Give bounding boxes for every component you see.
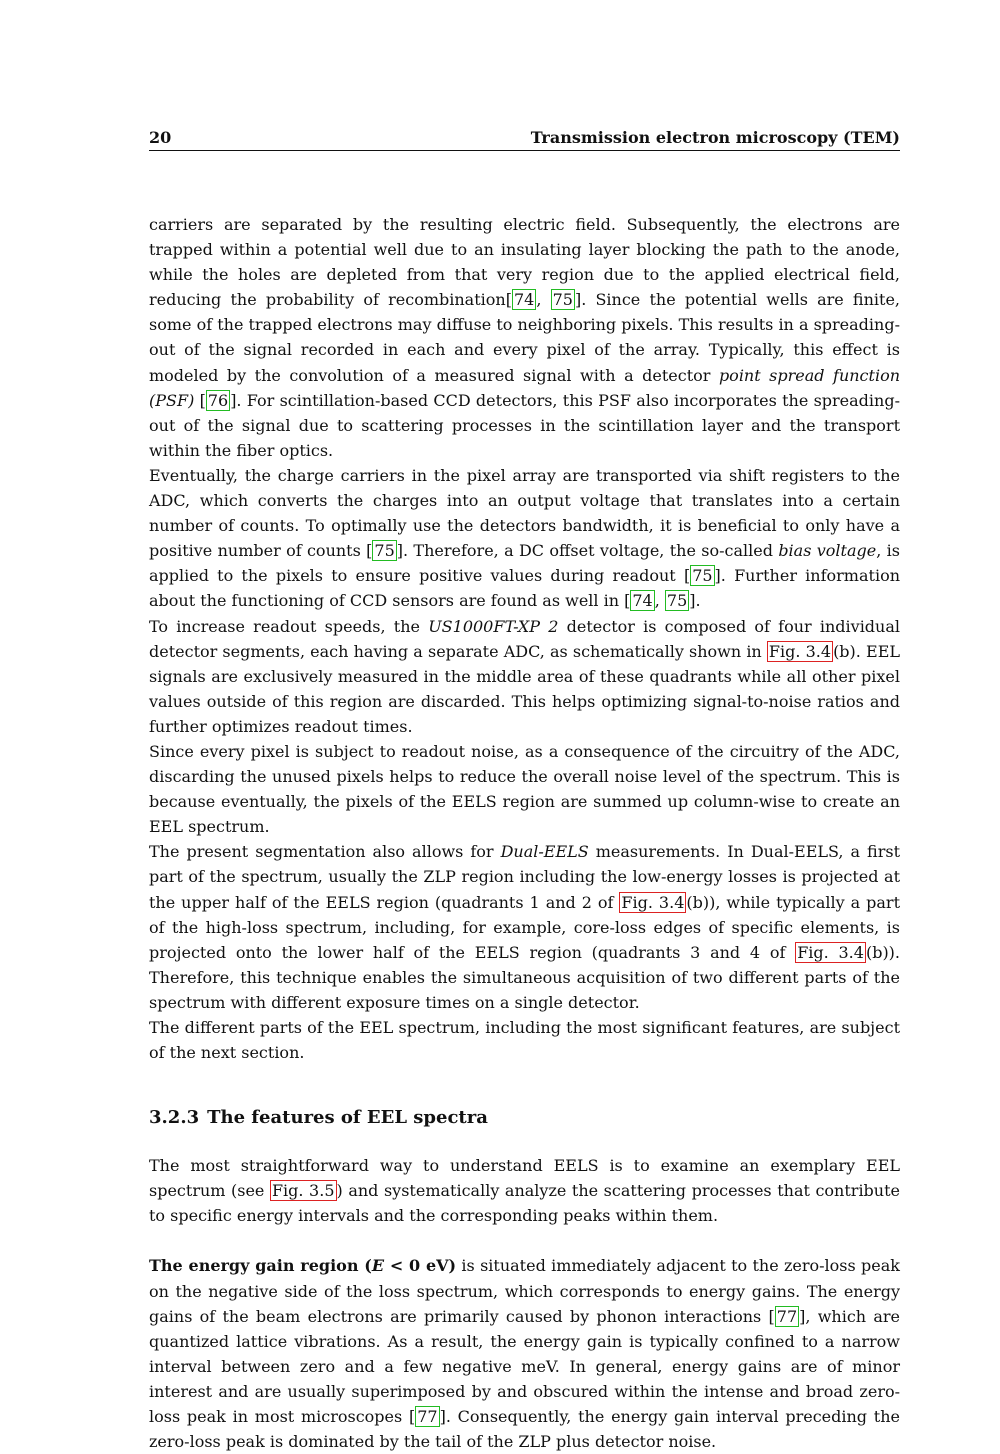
text-run: , — [654, 591, 665, 611]
text-run: ]. Further information about the functioning of CCD sensors are found as well in [ — [149, 566, 900, 611]
text-run: detector is composed of four individual detector segments, each having a separate ADC, as schematically shown in — [149, 616, 901, 661]
section-number: 3.2.3 — [149, 1107, 200, 1129]
paragraph-dual-eels — [149, 839, 900, 1015]
figure-link[interactable]: Fig. 3.4 — [768, 641, 832, 661]
text-run: ]. — [689, 591, 701, 611]
citation-link[interactable]: 74 — [513, 290, 535, 310]
emphasis-term: point spread function (PSF) — [149, 365, 901, 410]
paragraph-section-intro — [149, 1153, 900, 1228]
section-title: The features of EEL spectra — [207, 1107, 488, 1129]
citation-link[interactable]: 75 — [666, 591, 688, 611]
text-run: Since every pixel is subject to readout noise, as a consequence of the circuitry of the ADC, discarding the unused pixels helps to reduce the overall noise level of the spectrum. This is because eventually, the pixels of the EELS region are summed up column-wise to create an EEL spectrum. — [149, 741, 900, 837]
running-title: Transmission electron microscopy (TEM) — [530, 128, 900, 147]
math-variable: E — [371, 1256, 385, 1276]
paragraph-energy-gain — [149, 1253, 900, 1454]
text-run: (b). EEL signals are exclusively measured in the middle area of these quadrants while all other pixel values outside of this region are discarded. This helps optimizing signal-to-noise ratios and further optimizes readout times. — [149, 641, 901, 736]
lead-text: < 0 eV) — [384, 1256, 457, 1276]
text-run: is situated immediately adjacent to the zero-loss peak on the negative side of the loss spectrum, which corresponds to energy gains. The energy gains of the beam electrons are primarily caused by phonon interactions [ — [149, 1256, 900, 1326]
text-run: Eventually, the charge carriers in the pixel array are transported via shift registers to the ADC, which converts the charges into an output voltage that translates into a certain number of counts. To optimally use the detectors bandwidth, it is beneficial to only have a positive number of counts [ — [149, 465, 900, 561]
text-run: measurements. In Dual-EELS, a first part of the spectrum, usually the ZLP region including the low-energy losses is projected at the upper half of the EELS region (quadrants 1 and 2 of — [149, 842, 900, 912]
figure-link[interactable]: Fig. 3.4 — [797, 942, 864, 962]
figure-link[interactable]: Fig. 3.4 — [621, 892, 685, 912]
spacer — [149, 1228, 900, 1253]
text-run: The different parts of the EEL spectrum, including the most significant features, are subject of the next section. — [149, 1018, 900, 1063]
paragraph-lead — [149, 1256, 456, 1275]
emphasis-term: Dual-EELS — [500, 842, 589, 862]
text-run: ], which are quantized lattice vibrations. As a result, the energy gain is typically confined to a narrow interval between zero and a few negative meV. In general, energy gains are of minor interest and are usually superimposed by and obscured within the intense and broad zero-loss peak in most microscopes [ — [149, 1306, 900, 1427]
text-run: The present segmentation also allows for — [149, 842, 501, 862]
text-run: , — [536, 290, 551, 310]
citation-link[interactable]: 77 — [776, 1306, 798, 1326]
text-run: ]. Consequently, the energy gain interval preceding the zero-loss peak is dominated by the tail of the ZLP plus detector noise. — [149, 1407, 900, 1452]
figure-link[interactable]: Fig. 3.5 — [271, 1181, 335, 1201]
page-number: 20 — [149, 128, 172, 147]
paragraph-readout-noise — [149, 739, 900, 839]
paragraph-transition — [149, 1015, 900, 1065]
citation-link[interactable]: 77 — [417, 1407, 438, 1427]
text-run: [ — [194, 390, 206, 410]
text-run: ) and systematically analyze the scattering processes that contribute to specific energy intervals and the corresponding peaks within them. — [149, 1181, 901, 1226]
paragraph-shift-registers — [149, 463, 900, 614]
lead-text: The energy gain region ( — [149, 1256, 372, 1276]
text-run: ]. For scintillation-based CCD detectors, this PSF also incorporates the spreading-out of the signal due to scattering processes in the scintillation layer and the transport within the fiber optics. — [149, 390, 900, 460]
text-run: ]. Since the potential wells are finite, some of the trapped electrons may diffuse to neighboring pixels. This results in a spreading-out of the signal recorded in each and every pixel of the array. Typically, this effect is modeled by the convolution of a measured signal with a detector — [149, 290, 901, 385]
text-run: ]. Therefore, a DC offset voltage, the so-called — [396, 541, 779, 561]
emphasis-term: bias voltage — [778, 541, 877, 561]
citation-link[interactable]: 74 — [632, 591, 653, 611]
emphasis-term: US1000FT-XP 2 — [428, 616, 559, 636]
section-heading — [149, 1105, 900, 1153]
citation-link[interactable]: 75 — [692, 566, 713, 586]
text-run: The most straightforward way to understand EELS is to examine an exemplary EEL spectrum (see — [149, 1156, 900, 1201]
paragraph-readout-speeds — [149, 614, 900, 739]
citation-link[interactable]: 75 — [374, 541, 395, 561]
text-run: , is applied to the pixels to ensure positive values during readout [ — [149, 541, 900, 586]
text-run: To increase readout speeds, the — [149, 616, 429, 636]
paragraph-charge-carriers — [149, 212, 900, 463]
text-run: (b)), while typically a part of the high-loss spectrum, including, for example, core-loss edges of specific elements, is projected onto the lower half of the EELS region (quadrants 3 and 4 of — [149, 892, 901, 962]
text-run: carriers are separated by the resulting electric field. Subsequently, the electrons are trapped within a potential well due to an insulating layer blocking the path to the anode, while the holes are depleted from that very region due to the applied electrical field, reducing the probability of recombination[ — [149, 215, 900, 310]
spacer — [149, 1065, 900, 1105]
running-header — [149, 128, 900, 151]
citation-link[interactable]: 75 — [552, 290, 573, 310]
text-run: (b)). Therefore, this technique enables the simultaneous acquisition of two different parts of the spectrum with different exposure times on a single detector. — [149, 942, 901, 1012]
body-text — [149, 212, 900, 1454]
citation-link[interactable]: 76 — [207, 390, 229, 410]
